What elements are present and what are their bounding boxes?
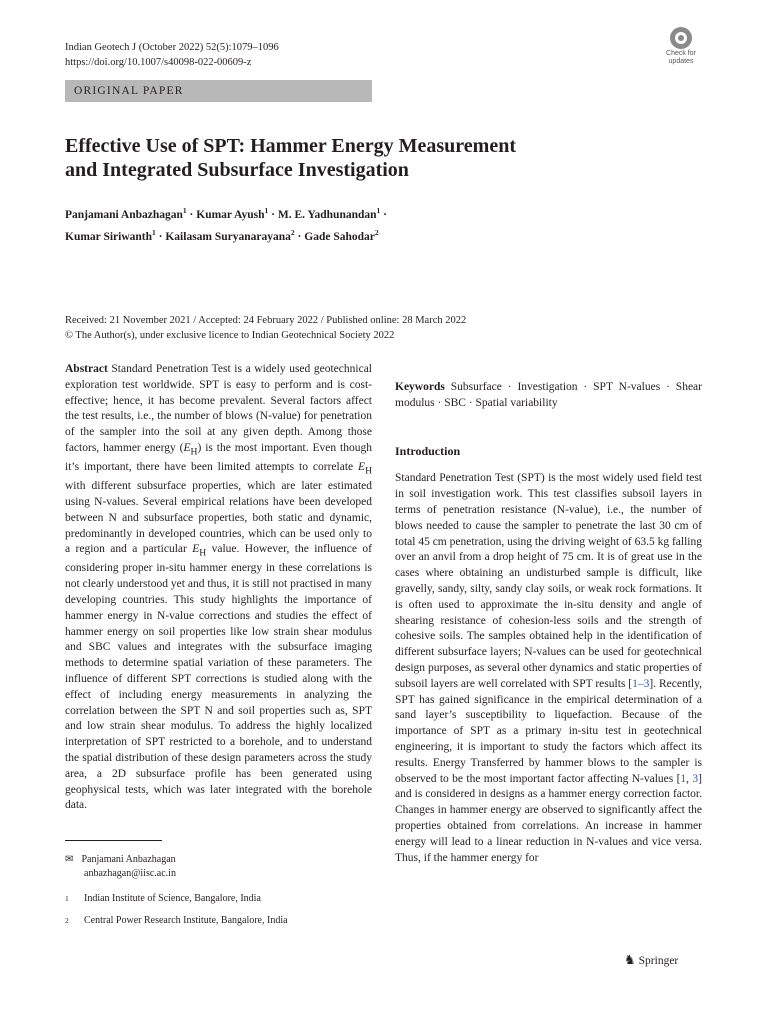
symbol: E [192, 543, 200, 556]
affiliation-number: 1 [65, 894, 69, 903]
corresponding-name: Panjamani Anbazhagan [81, 854, 176, 865]
introduction-heading: Introduction [395, 443, 461, 458]
publisher-name: Springer [638, 955, 679, 967]
subscript: H [365, 465, 372, 477]
affiliation-text: Indian Institute of Science, Bangalore, India [84, 893, 261, 904]
section-banner [65, 80, 372, 102]
abstract-paragraph [65, 362, 372, 814]
affiliation-marker: 2 [290, 227, 295, 237]
subscript: H [190, 446, 198, 458]
intro-text: ]. Recently, SPT has gained significance in the empirical determination of a sand layer’s susceptibility to liquefaction. Because of the importance of SPT as a primary in-situ test in geotechnical engineering, it is important to study the factors which affect its results. Energy Transferred by hammer blows to the sampler is observed to be the most important factor affecting N-values [ [395, 677, 702, 785]
citation-separator: , [686, 772, 693, 785]
affiliation-marker: 1 [376, 206, 381, 215]
affiliation-number: 2 [65, 916, 69, 925]
author-separator: · [155, 230, 166, 243]
affiliation-marker: 1 [264, 206, 269, 215]
section-label: ORIGINAL PAPER [74, 85, 184, 97]
doi-link[interactable]: https://doi.org/10.1007/s40098-022-00609-z [65, 57, 252, 68]
symbol: E [358, 461, 366, 474]
citation-link[interactable]: 1 [680, 772, 687, 785]
paper-title [65, 134, 625, 182]
check-for-updates-badge[interactable] [661, 27, 701, 71]
publisher-logo [624, 952, 678, 969]
author-name[interactable]: Panjamani Anbazhagan [65, 208, 183, 221]
affiliation-marker: 1 [182, 206, 187, 215]
check-updates-icon [670, 27, 692, 49]
author-name[interactable]: Kailasam Suryanarayana [165, 230, 291, 243]
journal-reference [65, 40, 279, 70]
author-name[interactable]: Kumar Siriwanth [65, 230, 153, 243]
keywords-text: Subsurface · Investigation · SPT N-values · Shear modulus · SBC · Spatial variability [395, 381, 702, 409]
author-name[interactable]: Gade Sahodar [304, 230, 375, 243]
publication-dates [65, 313, 625, 343]
author-name[interactable]: Kumar Ayush [196, 208, 265, 221]
footnote-divider [65, 840, 162, 841]
corresponding-email[interactable]: anbazhagan@iisc.ac.in [84, 868, 176, 879]
title-line-1: Effective Use of SPT: Hammer Energy Measurement [65, 135, 516, 157]
affiliation-2 [65, 914, 365, 928]
abstract-text: value. However, the influence of considering proper in-situ hammer energy in these correlations is not clearly understood yet and thus, it is still not practised in many developing countries. This study highlights the importance of hammer energy in N-value corrections and studies the effect of hammer energy on soil properties like low strain shear modulus and SBC values and integrates with the subsurface imaging methods to determine spatial variation of these parameters. The influence of different SPT corrections is studied along with the effect of including energy measurements in analyzing the correlation between the SPT N and soil properties such as, SPT and low strain shear modulus. To address the highly localized interpretation of SPT restricted to a borehole, and to understand the spatial distribution of these design parameters across the study area, a 2D subsurface profile has been generated using geophysical tests, which was later integrated with the borehole data. [65, 543, 372, 812]
author-separator: · [186, 208, 197, 221]
journal-line: Indian Geotech J (October 2022) 52(5):1079–1096 [65, 42, 279, 53]
left-column [65, 362, 372, 814]
affiliation-marker: 1 [152, 227, 156, 237]
abstract-text: Standard Penetration Test is a widely used geotechnical exploration test worldwide. SPT is easy to perform and is cost-effective; hence, it has become prevalent. Several factors affect the test results, i.e., the number of blows (N-value) for penetration of the sampler into the soil at any given depth. Among those factors, hammer energy ( [65, 363, 372, 454]
affiliation-text: Central Power Research Institute, Bangalore, India [84, 915, 288, 926]
citation-link[interactable]: 1–3 [632, 677, 650, 690]
keywords-paragraph [395, 380, 702, 412]
copyright-line: © The Author(s), under exclusive licence to Indian Geotechnical Society 2022 [65, 330, 395, 341]
keywords-label: Keywords [395, 381, 445, 393]
author-name[interactable]: M. E. Yadhunandan [277, 208, 377, 221]
check-updates-label: Check for updates [666, 50, 696, 65]
right-column [395, 362, 702, 866]
title-line-2: and Integrated Subsurface Investigation [65, 159, 409, 181]
received-line: Received: 21 November 2021 / Accepted: 24 February 2022 / Published online: 28 March 2022 [65, 315, 467, 326]
corresponding-author [65, 853, 365, 881]
abstract-text: ) is the most important. Even though it’s important, there have been limited attempts to correlate [65, 441, 372, 474]
abstract-label: Abstract [65, 363, 108, 375]
affiliation-marker: 2 [374, 227, 379, 237]
envelope-icon: ✉ [65, 854, 74, 865]
author-list [65, 202, 535, 246]
author-separator: · [268, 208, 278, 221]
subscript: H [199, 547, 207, 559]
intro-text: ] and is considered in designs as a hammer energy correction factor. Changes in hammer energy are observed to significantly affect the properties obtained from correlations. An increase in hammer energy will lead to a linear reduction in N-values and vice versa. Thus, if the hammer energy for [395, 772, 702, 864]
affiliation-1 [65, 892, 365, 906]
springer-horse-icon: ♞ [624, 952, 636, 967]
abstract-text: with different subsurface properties, which are later estimated using N-values. Several empirical relations have been developed between N and subsurface properties, both static and dynamic, predominantly in developed countries, which can be used only to a region and a particular [65, 480, 372, 556]
introduction-paragraph [395, 471, 702, 866]
symbol: E [183, 441, 191, 454]
citation-link[interactable]: 3 [692, 772, 699, 785]
author-separator: · [294, 230, 305, 243]
author-separator: · [380, 208, 387, 221]
intro-text: Standard Penetration Test (SPT) is the most widely used field test in soil investigation work. This test classifies subsoil layers in terms of penetration resistance (N-value), i.e., the number of blows needed to cause the sampler to penetrate the last 30 cm of total 45 cm penetration, using the driving weight of 63.5 kg falling over an anvil from a drop height of 75 cm. It is of great use in the cases where obtaining an undisturbed sample is difficult, like gravelly, sandy, silty, sandy clay soils, or weak rock formations. It is often used to approximate the in-situ density and angle of shearing resistance of cohesion-less soils and the strength of cohesive soils. The samples obtained help in the identification of different subsurface layers; N-values can be used for geotechnical design purposes, as several other dynamics and static properties of subsoil layers are well correlated with SPT results [ [395, 472, 702, 690]
